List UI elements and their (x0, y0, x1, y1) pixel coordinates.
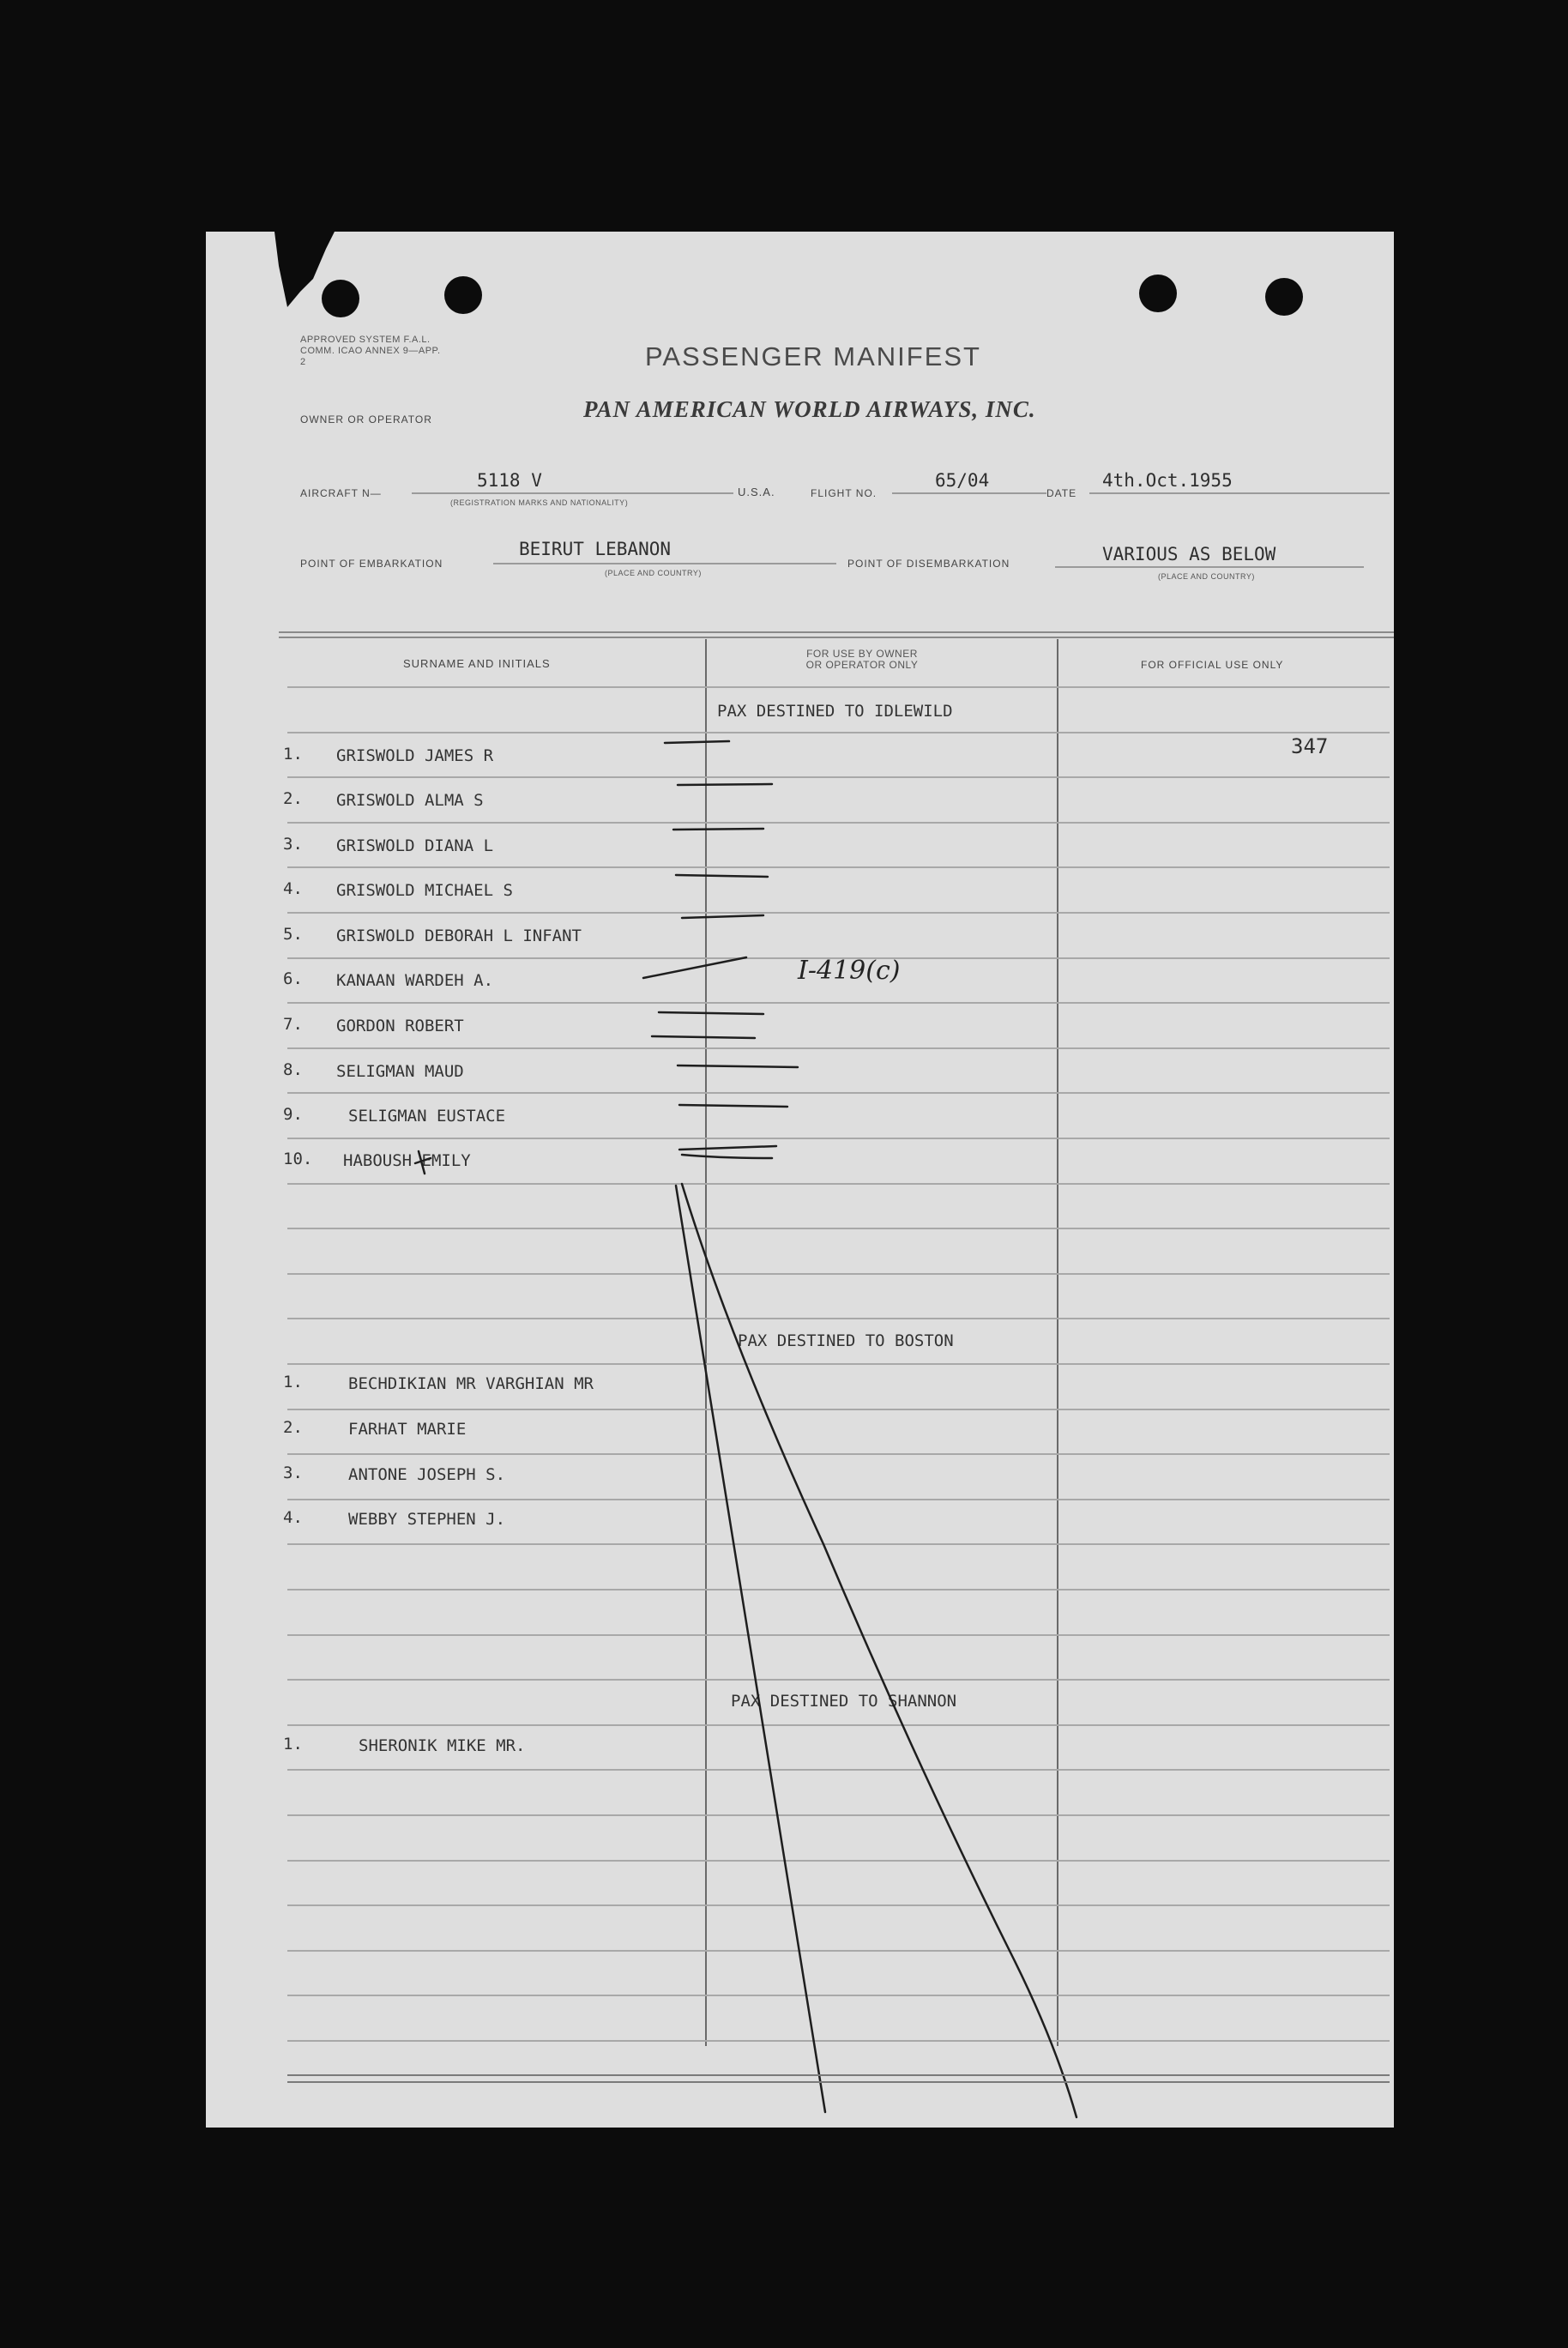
manifest-title: PASSENGER MANIFEST (645, 341, 981, 371)
embarkation-label: POINT OF EMBARKATION (300, 558, 443, 570)
airline-name: PAN AMERICAN WORLD AIRWAYS, INC. (583, 396, 1036, 422)
passenger-number: 1. (283, 745, 303, 764)
disembarkation-place: VARIOUS AS BELOW (1102, 544, 1276, 564)
flight-date: 4th.Oct.1955 (1102, 470, 1233, 491)
passenger-name: FARHAT MARIE (348, 1420, 467, 1439)
passenger-name: WEBBY STEPHEN J. (348, 1510, 506, 1529)
passenger-number: 4. (283, 879, 303, 898)
surname-column-header: SURNAME AND INITIALS (403, 657, 551, 670)
passenger-number: 1. (283, 1373, 303, 1391)
embarkation-place: BEIRUT LEBANON (519, 539, 672, 559)
passenger-number: 7. (283, 1015, 303, 1034)
passenger-name: SELIGMAN EUSTACE (348, 1107, 506, 1126)
passenger-number: 9. (283, 1105, 303, 1124)
official-column-header: FOR OFFICIAL USE ONLY (1141, 659, 1284, 671)
official-number: 347 (1291, 734, 1329, 758)
passenger-name: SELIGMAN MAUD (336, 1062, 464, 1081)
passenger-name: GORDON ROBERT (336, 1017, 464, 1035)
passenger-name: GRISWOLD ALMA S (336, 791, 484, 810)
passenger-number: 5. (283, 925, 303, 944)
aircraft-label: AIRCRAFT N— (300, 487, 382, 499)
group-heading: PAX DESTINED TO IDLEWILD (717, 702, 953, 721)
passenger-name: BECHDIKIAN MR VARGHIAN MR (348, 1374, 594, 1393)
place-note: (PLACE AND COUNTRY) (1158, 572, 1255, 581)
passenger-name: KANAAN WARDEH A. (336, 971, 494, 990)
flight-label: FLIGHT NO. (811, 487, 877, 499)
handwritten-code: I-419(c) (798, 956, 901, 986)
owner-use-column-header: FOR USE BY OWNER OR OPERATOR ONLY (805, 648, 919, 671)
registration-note: (REGISTRATION MARKS AND NATIONALITY) (450, 498, 629, 507)
aircraft-number: 5118 V (477, 470, 542, 491)
usa-label: U.S.A. (738, 486, 775, 498)
pen-strokes (206, 232, 1394, 2128)
date-label: DATE (1046, 487, 1077, 499)
passenger-number: 2. (283, 1418, 303, 1437)
approval-note: APPROVED SYSTEM F.A.L. COMM. ICAO ANNEX 9—APP. 2 (300, 335, 441, 367)
disembarkation-label: POINT OF DISEMBARKATION (847, 558, 1010, 570)
passenger-number: 1. (283, 1735, 303, 1753)
passenger-name: GRISWOLD MICHAEL S (336, 881, 513, 900)
passenger-number: 4. (283, 1508, 303, 1527)
passenger-number: 2. (283, 789, 303, 808)
passenger-name: GRISWOLD DIANA L (336, 836, 494, 855)
passenger-name: HABOUSH EMILY (343, 1151, 471, 1170)
passenger-name: GRISWOLD DEBORAH L INFANT (336, 927, 582, 945)
passenger-name: ANTONE JOSEPH S. (348, 1465, 506, 1484)
owner-label: OWNER OR OPERATOR (300, 413, 432, 426)
passenger-number: 3. (283, 1464, 303, 1482)
passenger-number: 10. (283, 1150, 313, 1168)
manifest-page (206, 232, 1394, 2128)
flight-number: 65/04 (935, 470, 990, 491)
passenger-number: 6. (283, 969, 303, 988)
passenger-number: 3. (283, 835, 303, 854)
passenger-number: 8. (283, 1060, 303, 1079)
passenger-name: GRISWOLD JAMES R (336, 746, 494, 765)
place-note: (PLACE AND COUNTRY) (605, 569, 702, 577)
passenger-name: SHERONIK MIKE MR. (359, 1736, 526, 1755)
group-heading: PAX DESTINED TO BOSTON (738, 1331, 954, 1350)
group-heading: PAX DESTINED TO SHANNON (731, 1692, 957, 1711)
